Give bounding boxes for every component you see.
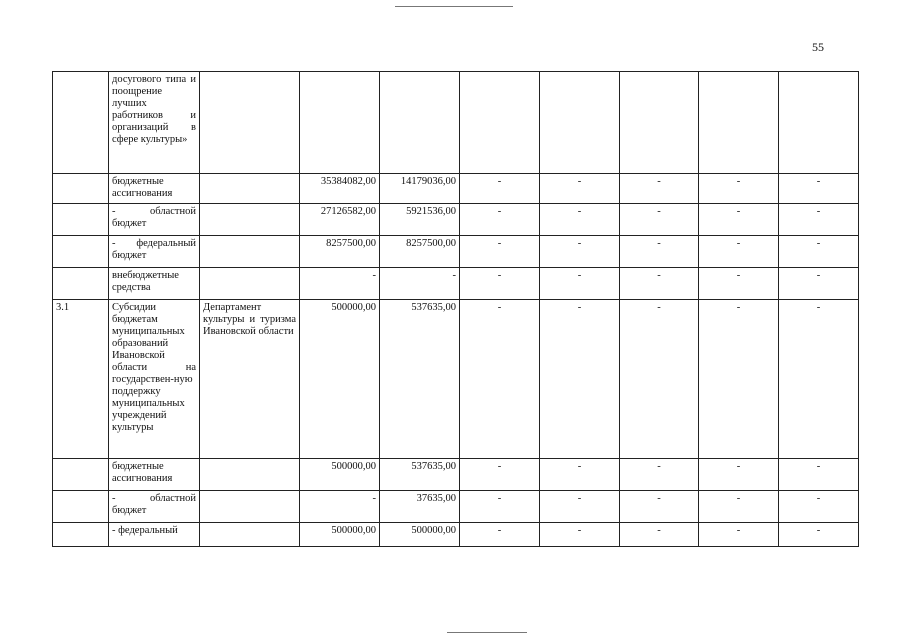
table-row: [53, 300, 859, 459]
value-cell-5: -: [620, 268, 699, 300]
description-cell: Субсидии бюджетам муниципальных образований Ивановской области на государствен-ную поддержку муниципальных учреждений культуры: [109, 300, 200, 459]
value-cell-5: -: [620, 204, 699, 236]
value-cell-4: -: [540, 300, 620, 459]
row-number-cell: [53, 204, 109, 236]
description-cell: досугового типа и поощрение лучших работников и организаций в сфере культуры»: [109, 72, 200, 174]
executor-cell: [200, 174, 300, 204]
scan-artifact-line-top: [395, 6, 513, 7]
value-cell-6: -: [699, 300, 779, 459]
value-cell-4: -: [540, 174, 620, 204]
value-cell-5: -: [620, 300, 699, 459]
row-number-cell: [53, 459, 109, 491]
amount-cell-2: 500000,00: [380, 523, 460, 547]
value-cell-7: -: [779, 174, 859, 204]
amount-cell-2: 8257500,00: [380, 236, 460, 268]
value-cell-3: -: [460, 204, 540, 236]
executor-cell: Департамент культуры и туризма Ивановской области: [200, 300, 300, 459]
description-cell: бюджетные ассигнования: [109, 174, 200, 204]
amount-cell-1: [300, 72, 380, 174]
amount-cell-1: 8257500,00: [300, 236, 380, 268]
value-cell-4: [540, 72, 620, 174]
table-row: [53, 72, 859, 174]
value-cell-4: -: [540, 523, 620, 547]
value-cell-6: -: [699, 523, 779, 547]
description-cell: - федеральный: [109, 523, 200, 547]
executor-cell: [200, 491, 300, 523]
scan-artifact-line-bottom: [447, 632, 527, 633]
row-number-cell: [53, 491, 109, 523]
value-cell-3: [460, 72, 540, 174]
value-cell-6: -: [699, 459, 779, 491]
amount-cell-1: 500000,00: [300, 459, 380, 491]
value-cell-4: -: [540, 459, 620, 491]
amount-cell-2: 14179036,00: [380, 174, 460, 204]
amount-cell-1: 27126582,00: [300, 204, 380, 236]
amount-cell-1: 500000,00: [300, 523, 380, 547]
row-number-cell: 3.1: [53, 300, 109, 459]
amount-cell-2: 37635,00: [380, 491, 460, 523]
value-cell-5: -: [620, 174, 699, 204]
amount-cell-1: 35384082,00: [300, 174, 380, 204]
row-number-cell: [53, 174, 109, 204]
value-cell-5: [620, 72, 699, 174]
value-cell-6: -: [699, 236, 779, 268]
value-cell-7: -: [779, 459, 859, 491]
value-cell-6: [699, 72, 779, 174]
amount-cell-2: [380, 72, 460, 174]
amount-cell-2: -: [380, 268, 460, 300]
value-cell-4: -: [540, 491, 620, 523]
description-cell: внебюджетные средства: [109, 268, 200, 300]
value-cell-3: -: [460, 268, 540, 300]
row-number-cell: [53, 268, 109, 300]
description-cell: - областной бюджет: [109, 204, 200, 236]
executor-cell: [200, 204, 300, 236]
row-number-cell: [53, 72, 109, 174]
value-cell-3: -: [460, 174, 540, 204]
description-cell: - областной бюджет: [109, 491, 200, 523]
value-cell-3: -: [460, 491, 540, 523]
value-cell-5: -: [620, 491, 699, 523]
page-number: 55: [812, 40, 824, 54]
value-cell-7: -: [779, 491, 859, 523]
executor-cell: [200, 268, 300, 300]
value-cell-7: -: [779, 300, 859, 459]
amount-cell-1: 500000,00: [300, 300, 380, 459]
value-cell-4: -: [540, 204, 620, 236]
executor-cell: [200, 459, 300, 491]
value-cell-7: -: [779, 523, 859, 547]
table-row: [53, 523, 859, 547]
amount-cell-1: -: [300, 491, 380, 523]
executor-cell: [200, 236, 300, 268]
value-cell-4: -: [540, 236, 620, 268]
amount-cell-2: 537635,00: [380, 459, 460, 491]
value-cell-5: -: [620, 523, 699, 547]
row-number-cell: [53, 523, 109, 547]
amount-cell-1: -: [300, 268, 380, 300]
value-cell-5: -: [620, 459, 699, 491]
value-cell-5: -: [620, 236, 699, 268]
value-cell-6: -: [699, 204, 779, 236]
value-cell-6: -: [699, 268, 779, 300]
amount-cell-2: 537635,00: [380, 300, 460, 459]
executor-cell: [200, 523, 300, 547]
table-row: [53, 268, 859, 300]
value-cell-6: -: [699, 491, 779, 523]
description-cell: бюджетные ассигнования: [109, 459, 200, 491]
value-cell-7: -: [779, 236, 859, 268]
value-cell-4: -: [540, 268, 620, 300]
value-cell-7: [779, 72, 859, 174]
value-cell-3: -: [460, 459, 540, 491]
value-cell-3: -: [460, 300, 540, 459]
amount-cell-2: 5921536,00: [380, 204, 460, 236]
table-row: [53, 236, 859, 268]
table-row: [53, 204, 859, 236]
table-row: [53, 491, 859, 523]
executor-cell: [200, 72, 300, 174]
budget-table: [52, 71, 859, 547]
description-cell: - федеральный бюджет: [109, 236, 200, 268]
row-number-cell: [53, 236, 109, 268]
value-cell-7: -: [779, 268, 859, 300]
table-row: [53, 459, 859, 491]
value-cell-7: -: [779, 204, 859, 236]
value-cell-3: -: [460, 523, 540, 547]
table-row: [53, 174, 859, 204]
value-cell-3: -: [460, 236, 540, 268]
value-cell-6: -: [699, 174, 779, 204]
